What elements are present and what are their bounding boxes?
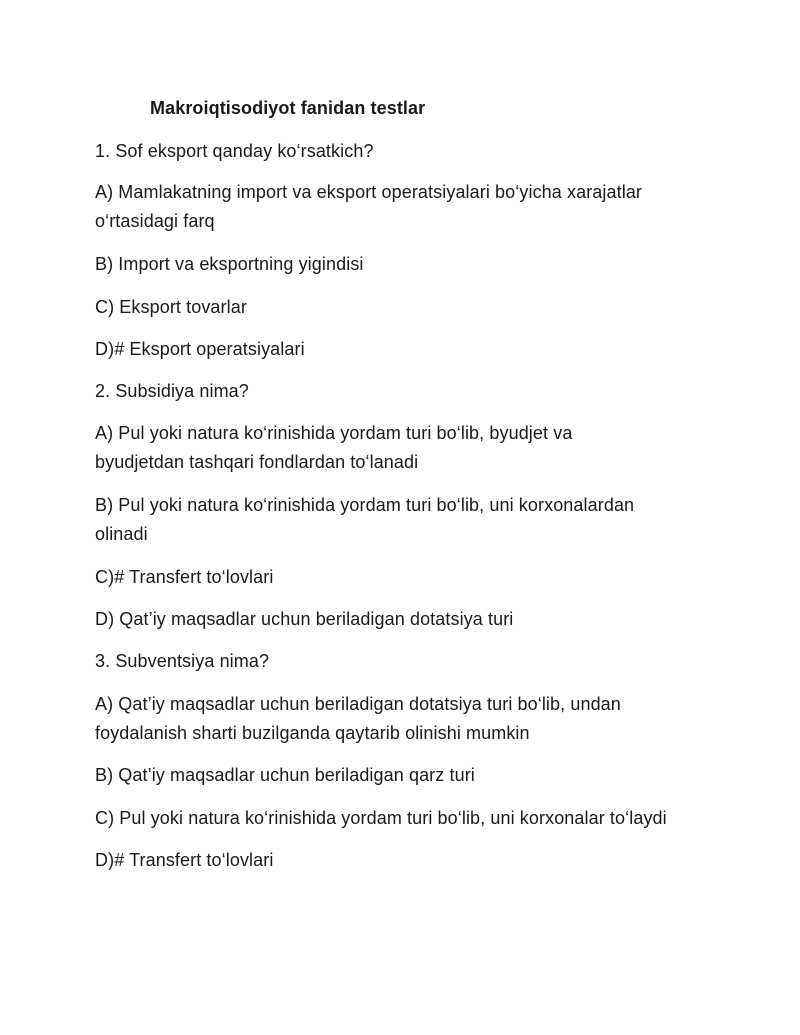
- question-1-option-d: D)# Eksport operatsiyalari: [95, 339, 305, 359]
- question-1-option-c: C) Eksport tovarlar: [95, 297, 247, 317]
- question-1-option-b: B) Import va eksportning yigindisi: [95, 254, 364, 274]
- question-2-option-b-line-2: olinadi: [95, 524, 148, 544]
- question-1-option-a-line-2: o‘rtasidagi farq: [95, 211, 215, 231]
- question-2-option-a-line-2: byudjetdan tashqari fondlardan to‘lanadi: [95, 452, 419, 472]
- question-3-option-d: D)# Transfert to‘lovlari: [95, 850, 274, 870]
- question-2: 2. Subsidiya nima?: [95, 381, 249, 401]
- question-2-option-d: D) Qat’iy maqsadlar uchun beriladigan dotatsiya turi: [95, 609, 514, 629]
- document-title: Makroiqtisodiyot fanidan testlar: [150, 98, 426, 118]
- question-1-option-a-line-1: A) Mamlakatning import va eksport operatsiyalari bo‘yicha xarajatlar: [95, 182, 643, 202]
- question-2-option-c: C)# Transfert to‘lovlari: [95, 567, 274, 587]
- question-3-option-c: C) Pul yoki natura ko‘rinishida yordam turi bo‘lib, uni korxonalar to‘laydi: [95, 808, 667, 828]
- question-2-option-a-line-1: A) Pul yoki natura ko‘rinishida yordam turi bo‘lib, byudjet va: [95, 423, 573, 443]
- question-3-option-a-line-1: A) Qat’iy maqsadlar uchun beriladigan dotatsiya turi bo‘lib, undan: [95, 694, 621, 714]
- question-2-option-b-line-1: B) Pul yoki natura ko‘rinishida yordam turi bo‘lib, uni korxonalardan: [95, 495, 635, 515]
- question-1: 1. Sof eksport qanday ko‘rsatkich?: [95, 141, 374, 161]
- question-3-option-a-line-2: foydalanish sharti buzilganda qaytarib olinishi mumkin: [95, 723, 530, 743]
- question-3: 3. Subventsiya nima?: [95, 651, 270, 671]
- question-3-option-b: B) Qat’iy maqsadlar uchun beriladigan qarz turi: [95, 765, 475, 785]
